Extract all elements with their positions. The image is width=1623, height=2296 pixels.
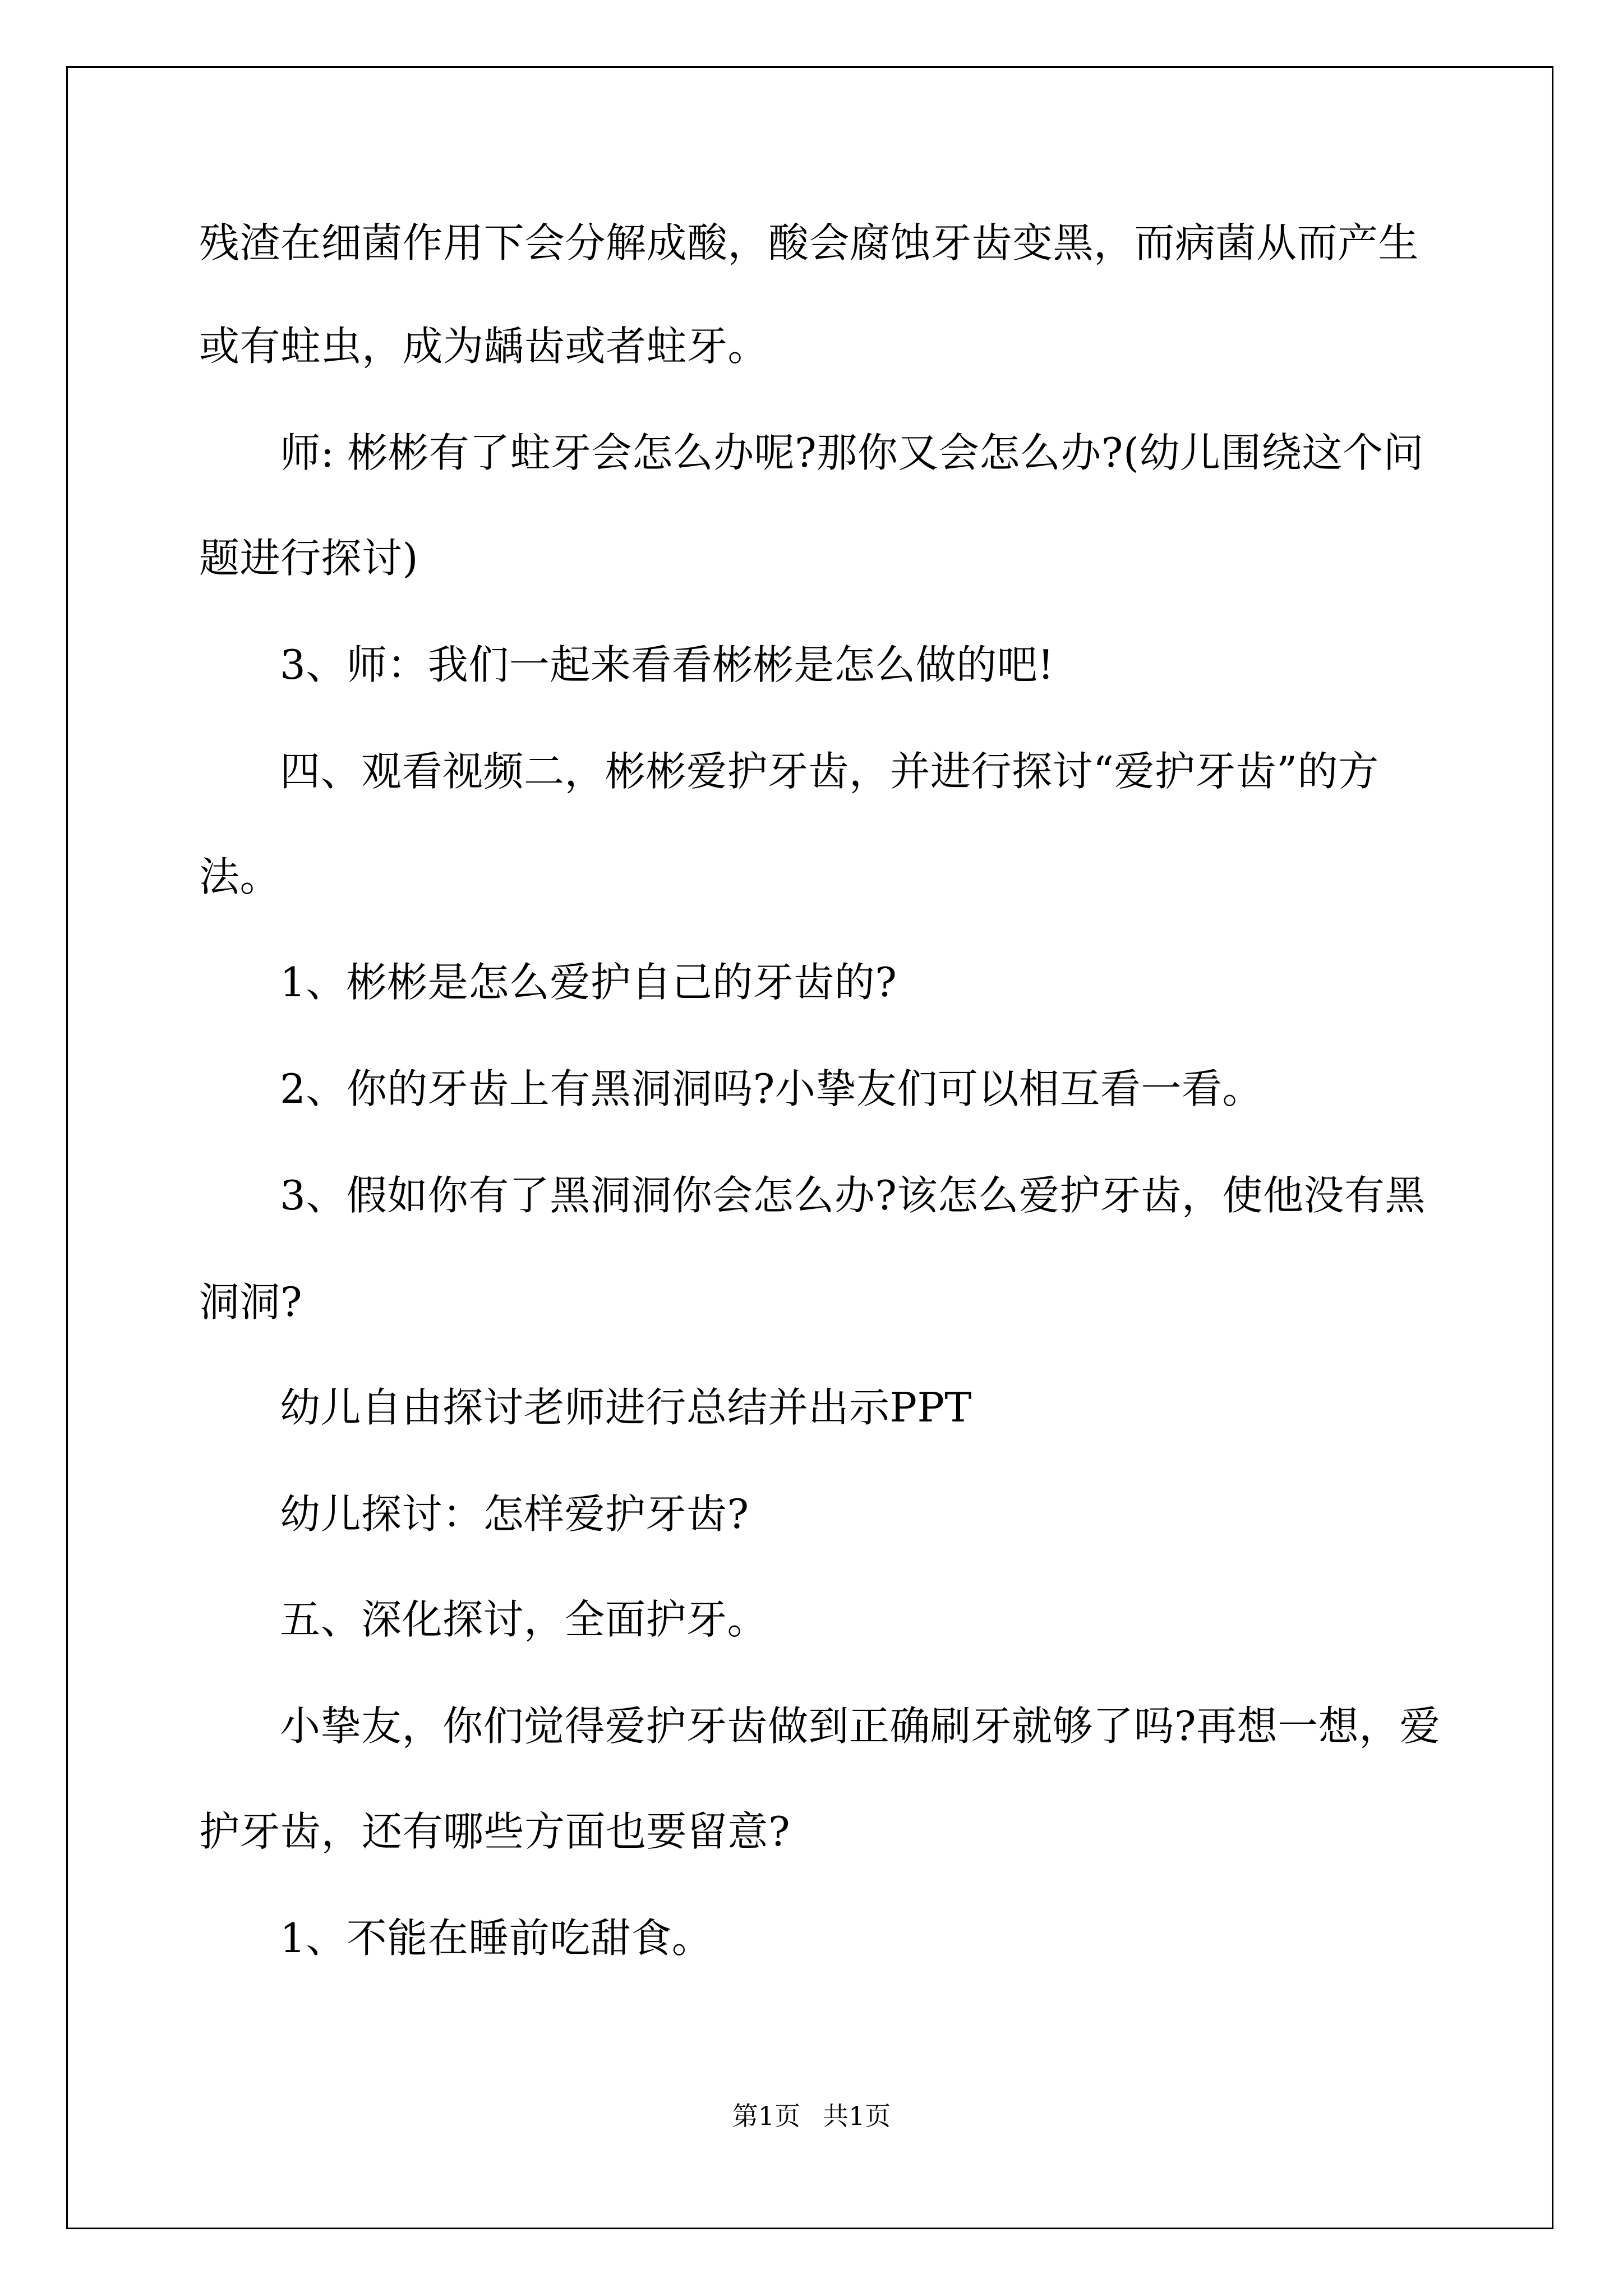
text-line-5: 3、师：我们一起来看看彬彬是怎么做的吧! (280, 641, 1054, 688)
page-number-total: 共1页 (823, 2101, 891, 2131)
text-line-2: 或有蛀虫，成为龋齿或者蛀牙。 (199, 323, 769, 370)
text-line-11: 洞洞? (199, 1278, 303, 1326)
page-number-current: 第1页 (732, 2101, 800, 2131)
text-line-15: 小挚友，你们觉得爱护牙齿做到正确刷牙就够了吗?再想一想，爱 (280, 1703, 1441, 1750)
text-line-6: 四、观看视频二，彬彬爱护牙齿，并进行探讨“爱护牙齿”的方 (280, 748, 1379, 795)
text-line-1: 残渣在细菌作用下会分解成酸，酸会腐蚀牙齿变黑，而病菌从而产生 (199, 219, 1419, 266)
text-line-4: 题进行探讨) (199, 535, 419, 582)
text-line-17: 1、不能在睡前吃甜食。 (280, 1915, 713, 1962)
page-frame (66, 66, 1553, 2229)
text-line-16: 护牙齿，还有哪些方面也要留意? (199, 1808, 791, 1855)
text-line-3: 师: 彬彬有了蛀牙会怎么办呢?那你又会怎么办?(幼儿围绕这个问 (280, 429, 1424, 476)
text-line-12: 幼儿自由探讨老师进行总结并出示PPT (280, 1384, 972, 1431)
text-line-8: 1、彬彬是怎么爱护自己的牙齿的? (280, 959, 897, 1006)
text-line-13: 幼儿探讨：怎样爱护牙齿? (280, 1490, 749, 1538)
text-line-9: 2、你的牙齿上有黑洞洞吗?小挚友们可以相互看一看。 (280, 1065, 1263, 1112)
text-line-10: 3、假如你有了黑洞洞你会怎么办?该怎么爱护牙齿，使他没有黑 (280, 1172, 1426, 1219)
text-line-7: 法。 (199, 853, 281, 900)
text-line-14: 五、深化探讨，全面护牙。 (280, 1596, 768, 1643)
page-footer (0, 2099, 1623, 2133)
